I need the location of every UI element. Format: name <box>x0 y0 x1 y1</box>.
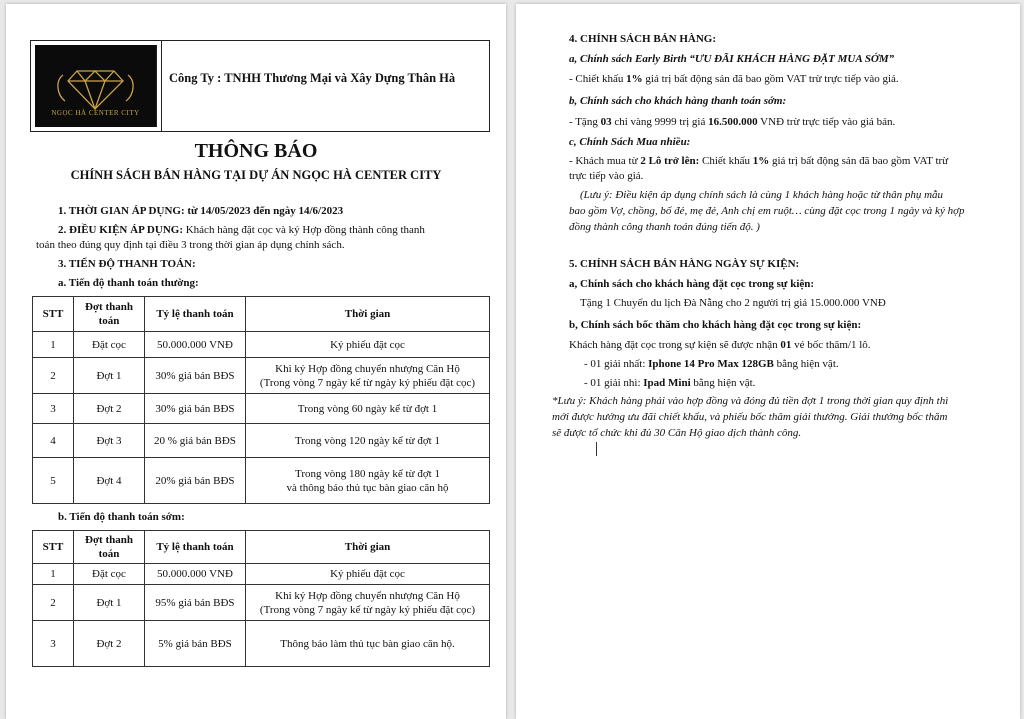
col-tyle: Tỷ lệ thanh toán <box>145 297 246 332</box>
table-cell: Đợt 4 <box>74 458 145 504</box>
table-cell: 1 <box>33 564 74 585</box>
table-cell: STT <box>33 531 74 564</box>
col-stt: STT <box>33 297 74 332</box>
table-header-row <box>33 297 490 332</box>
table-cell: 3 <box>33 394 74 424</box>
section-5a-text: Tặng 1 Chuyến du lịch Đà Nẵng cho 2 người trị giá 15.000.000 VNĐ <box>580 297 886 309</box>
table-cell: 2 <box>33 358 74 394</box>
section-2-label: 2. ĐIỀU KIỆN ÁP DỤNG: <box>58 224 183 236</box>
table-row <box>33 424 490 458</box>
table-cell: Trong vòng 120 ngày kể từ đợt 1 <box>246 424 490 458</box>
section-4a-text: - Chiết khấu 1% giá trị bất động sản đã bao gồm VAT trừ trực tiếp vào giá. <box>569 73 899 85</box>
page-title: THÔNG BÁO <box>194 140 318 162</box>
table-cell: 95% giá bán BĐS <box>145 585 246 621</box>
section-1 <box>58 204 343 219</box>
table-cell: Đợt 1 <box>74 585 145 621</box>
table-cell: 50.000.000 VNĐ <box>145 564 246 585</box>
table-row <box>33 585 490 621</box>
page-subtitle: CHÍNH SÁCH BÁN HÀNG TẠI DỰ ÁN NGỌC HÀ CENTER CITY <box>70 168 442 182</box>
section-3a: a. Tiến độ thanh toán thường: <box>58 277 199 289</box>
section-2 <box>58 223 425 238</box>
note-1-line-1: (Lưu ý: Điều kiện áp dụng chính sách là cùng 1 khách hàng hoặc từ thân phụ mẫu <box>580 189 944 201</box>
table-row <box>33 358 490 394</box>
note-2-line-1: *Lưu ý: Khách hàng phải vào hợp đồng và đóng đủ tiền đợt 1 trong thời gian quy định thì <box>552 395 949 407</box>
section-3b: b. Tiến độ thanh toán sớm: <box>58 511 185 523</box>
col-thoigian: Thời gian <box>246 297 490 332</box>
table-cell: Đợt 3 <box>74 424 145 458</box>
section-4b-text: - Tặng 03 chỉ vàng 9999 trị giá 16.500.000 VNĐ trừ trực tiếp vào giá bán. <box>569 116 896 128</box>
table-cell: 50.000.000 VNĐ <box>145 332 246 358</box>
table-cell: 30% giá bán BĐS <box>145 358 246 394</box>
table-cell: 30% giá bán BĐS <box>145 394 246 424</box>
table-cell: Đợt 2 <box>74 621 145 667</box>
note-1-line-3: đồng thành công thanh toán đúng tiến độ. ) <box>569 221 760 233</box>
payment-table-regular <box>32 296 490 504</box>
section-5a: a, Chính sách cho khách hàng đặt cọc trong sự kiện: <box>569 278 815 290</box>
table-row <box>33 332 490 358</box>
table-cell: Khi ký Hợp đồng chuyển nhượng Căn Hộ (Trong vòng 7 ngày kể từ ngày ký phiếu đặt cọc) <box>246 358 490 394</box>
section-3: 3. TIẾN ĐỘ THANH TOÁN: <box>58 258 196 270</box>
prize-2: - 01 giải nhì: Ipad Mini bằng hiện vật. <box>584 377 756 389</box>
table-row <box>33 394 490 424</box>
document-page-2 <box>516 4 1020 719</box>
table-cell: Thời gian <box>246 531 490 564</box>
section-2-text-cont: toán theo đúng quy định tại điều 3 trong thời gian áp dụng chính sách. <box>36 239 345 251</box>
section-5b-text: Khách hàng đặt cọc trong sự kiện sẽ được nhận 01 vé bốc thăm/1 lô. <box>569 339 871 351</box>
header-box <box>30 40 490 132</box>
section-4a: a, Chính sách Early Birth “ƯU ĐÃI KHÁCH HÀNG ĐẶT MUA SỚM” <box>569 53 895 65</box>
header-divider <box>161 41 162 131</box>
table-cell: Đặt cọc <box>74 332 145 358</box>
table-cell: Tỷ lệ thanh toán <box>145 531 246 564</box>
note-2-line-2: mới được hưởng ưu đãi chiết khấu, và phiếu bốc thăm giải thưởng. Giải thưởng bốc thăm <box>552 411 948 423</box>
table-cell: 2 <box>33 585 74 621</box>
table-row <box>33 564 490 585</box>
table-cell: Ký phiếu đặt cọc <box>246 564 490 585</box>
section-2-text: Khách hàng đặt cọc và ký Hợp đồng thành công thanh <box>182 224 425 236</box>
logo-text: NGỌC HÀ CENTER CITY <box>51 109 140 117</box>
table-cell: Thông báo làm thủ tục bàn giao căn hộ. <box>246 621 490 667</box>
table-header-row <box>33 531 490 564</box>
table-cell: Khi ký Hợp đồng chuyển nhượng Căn Hộ (Trong vòng 7 ngày kể từ ngày ký phiếu đặt cọc) <box>246 585 490 621</box>
table-cell: Đợt 1 <box>74 358 145 394</box>
table-cell: Ký phiếu đặt cọc <box>246 332 490 358</box>
table-cell: Trong vòng 60 ngày kể từ đợt 1 <box>246 394 490 424</box>
table-cell: 5 <box>33 458 74 504</box>
note-1-line-2: bao gồm Vợ, chồng, bố đẻ, mẹ đẻ, Anh chị em ruột… cùng đặt cọc trong 1 ngày và ký hợp <box>569 205 965 217</box>
table-cell: 20 % giá bán BĐS <box>145 424 246 458</box>
section-5b: b, Chính sách bốc thăm cho khách hàng đặt cọc trong sự kiện: <box>569 319 862 331</box>
table-cell: 4 <box>33 424 74 458</box>
section-4c: c, Chính Sách Mua nhiều: <box>569 136 691 148</box>
table-cell: 5% giá bán BĐS <box>145 621 246 667</box>
table-cell: Đặt cọc <box>74 564 145 585</box>
table-cell: 1 <box>33 332 74 358</box>
section-4c-text: - Khách mua từ 2 Lô trở lên: Chiết khấu 1% giá trị bất động sản đã bao gồm VAT trừ <box>569 155 949 167</box>
table-cell: Trong vòng 180 ngày kể từ đợt 1 và thông báo thủ tục bàn giao căn hộ <box>246 458 490 504</box>
payment-table-early <box>32 530 490 667</box>
company-name: Công Ty : TNHH Thương Mại và Xây Dựng Thân Hà <box>169 71 456 85</box>
text-cursor <box>596 442 597 456</box>
company-logo <box>35 45 157 127</box>
section-4b: b, Chính sách cho khách hàng thanh toán sớm: <box>569 95 787 107</box>
section-5: 5. CHÍNH SÁCH BÁN HÀNG NGÀY SỰ KIỆN: <box>569 258 800 270</box>
table-cell: 3 <box>33 621 74 667</box>
prize-1: - 01 giải nhất: Iphone 14 Pro Max 128GB bằng hiện vật. <box>584 358 839 370</box>
table-row <box>33 458 490 504</box>
table-cell: 20% giá bán BĐS <box>145 458 246 504</box>
section-1-text: từ 14/05/2023 đến ngày 14/6/2023 <box>184 205 344 217</box>
table-row <box>33 621 490 667</box>
document-page-1 <box>6 4 506 719</box>
table-cell: Đợt 2 <box>74 394 145 424</box>
note-2-line-3: sẽ được tổ chức khi đủ 30 Căn Hộ giao dịch thành công. <box>552 427 802 439</box>
table-cell: Đợt thanh toán <box>74 531 145 564</box>
col-dot: Đợt thanh toán <box>74 297 145 332</box>
section-1-label: 1. THỜI GIAN ÁP DỤNG: <box>58 205 185 217</box>
section-4c-text-cont: trực tiếp vào giá. <box>569 170 644 182</box>
section-4: 4. CHÍNH SÁCH BÁN HÀNG: <box>569 33 716 45</box>
